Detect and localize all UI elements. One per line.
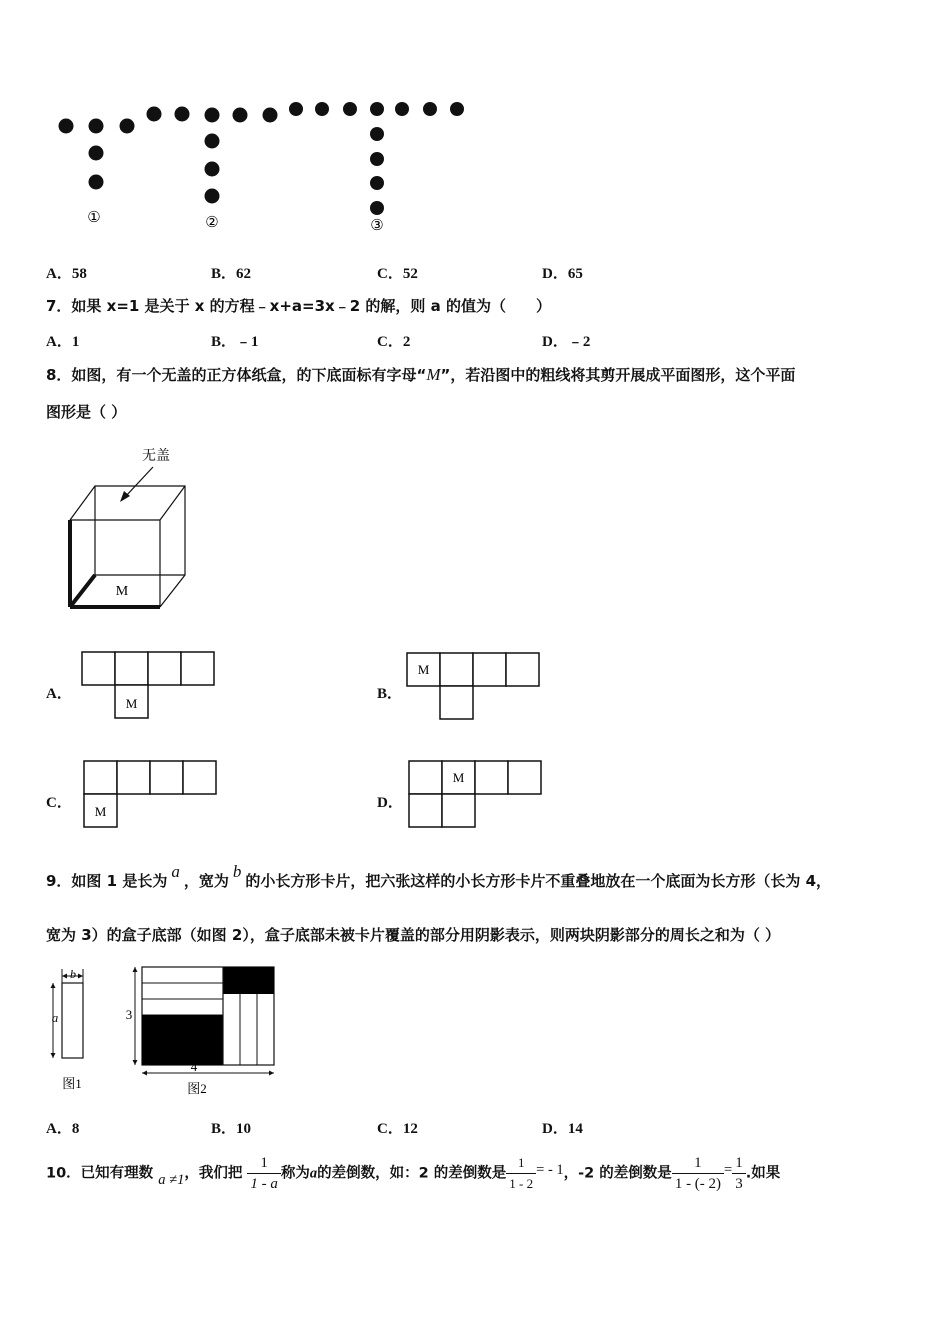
- dot: [205, 162, 220, 177]
- net-c-figure[interactable]: [83, 760, 219, 830]
- q7-option-a[interactable]: A．1: [46, 334, 80, 350]
- open-cube-figure: [60, 440, 200, 615]
- q9-option-b[interactable]: B．10: [211, 1121, 252, 1137]
- net-letter: M: [452, 770, 465, 785]
- figure-label-2: ②: [205, 215, 219, 231]
- dim-3: 3: [125, 1007, 133, 1022]
- net-d-figure[interactable]: [408, 760, 544, 830]
- q8-question-line2: 图形是（ ）: [46, 403, 127, 421]
- dot-pattern-figure: [50, 95, 480, 240]
- shaded-region-right: [223, 967, 274, 994]
- dot: [89, 119, 104, 134]
- q8-option-c[interactable]: C．: [46, 795, 72, 811]
- dot: [370, 127, 384, 141]
- q6-option-b[interactable]: B．62: [211, 266, 252, 282]
- dim-a: a: [51, 1010, 59, 1025]
- dot: [89, 146, 104, 161]
- dot: [233, 108, 248, 123]
- q6-option-c[interactable]: C．52: [377, 266, 418, 282]
- letter-m: M: [426, 365, 441, 384]
- q7-option-c[interactable]: C．2: [377, 334, 411, 350]
- q9-question-text: 9．如图 1 是长为 a ，宽为 b 的小长方形卡片，把六张这样的小长方形卡片不重叠地放在一个底面为长方形（长为 4，: [46, 862, 832, 890]
- net-b-figure[interactable]: [406, 652, 542, 722]
- no-lid-label: 无盖: [142, 449, 170, 464]
- net-letter: M: [125, 696, 138, 711]
- figure-1-card: [46, 965, 106, 1095]
- net-letter: M: [417, 662, 430, 677]
- dot: [370, 201, 384, 215]
- bottom-face-label: M: [115, 584, 129, 599]
- dot: [175, 107, 190, 122]
- dot: [343, 102, 357, 116]
- q10-question-text: 10．已知有理数 a ≠1，我们把 $\frac{1}{1 - a}$ 称为a的差倒数，如：2 的差倒数是 $\frac{1}{1 - 2}$ = - 1，-2 的差倒数是 $\frac{1}{1 - (- 2)}$ = $\frac{1}{3}$ .如果: [46, 1155, 781, 1192]
- q8-option-a[interactable]: A．: [46, 686, 72, 702]
- net-letter: M: [94, 804, 107, 819]
- fig2-label: 图2: [187, 1081, 207, 1096]
- q7-option-b[interactable]: B．﹣1: [211, 334, 259, 350]
- dot: [89, 175, 104, 190]
- fraction-reciprocal-difference: $\frac{1}{1 - a}$: [247, 1153, 281, 1194]
- fraction-one-third: $\frac{1}{3}$: [732, 1153, 746, 1194]
- dot: [395, 102, 409, 116]
- figure-label-1: ①: [87, 210, 101, 226]
- q9-question-line2: 宽为 3）的盒子底部（如图 2），盒子底部未被卡片覆盖的部分用阴影表示，则两块阴影部分的周长之和为（ ）: [46, 926, 781, 944]
- dot: [370, 176, 384, 190]
- dot: [315, 102, 329, 116]
- dot: [370, 102, 384, 116]
- fraction-example-neg2: $\frac{1}{1 - (- 2)}$: [672, 1153, 724, 1194]
- dot: [450, 102, 464, 116]
- q8-option-d[interactable]: D．: [377, 795, 403, 811]
- q7-question-text: 7．如果 x=1 是关于 x 的方程﹣x+a=3x﹣2 的解，则 a 的值为（ ）: [46, 297, 551, 315]
- dim-4: 4: [190, 1059, 198, 1074]
- q9-option-c[interactable]: C．12: [377, 1121, 418, 1137]
- dot: [205, 134, 220, 149]
- dot: [263, 108, 278, 123]
- dim-b: b: [70, 967, 76, 981]
- q8-question-text: 8．如图，有一个无盖的正方体纸盒，的下底面标有字母“M”，若沿图中的粗线将其剪开展成平面图形，这个平面: [46, 365, 796, 384]
- fig1-label: 图1: [62, 1076, 82, 1091]
- dot: [205, 108, 220, 123]
- dot: [370, 152, 384, 166]
- var-a: a: [171, 862, 180, 881]
- dot: [147, 107, 162, 122]
- fraction-example-2: $\frac{1}{1 - 2}$: [506, 1153, 536, 1194]
- shaded-region-left: [142, 1015, 223, 1065]
- dot: [423, 102, 437, 116]
- q6-option-d[interactable]: D．65: [542, 266, 583, 282]
- dot: [120, 119, 135, 134]
- dot: [289, 102, 303, 116]
- q6-option-a[interactable]: A．58: [46, 266, 87, 282]
- q9-option-a[interactable]: A．8: [46, 1121, 80, 1137]
- q9-option-d[interactable]: D．14: [542, 1121, 583, 1137]
- dot: [59, 119, 74, 134]
- q8-option-b[interactable]: B．: [377, 686, 403, 702]
- net-a-figure[interactable]: [81, 651, 217, 721]
- var-b: b: [232, 862, 242, 881]
- figure-label-3: ③: [370, 218, 384, 234]
- q7-option-d[interactable]: D．﹣2: [542, 334, 591, 350]
- var-a: a: [309, 1165, 318, 1182]
- dot: [205, 189, 220, 204]
- condition: a ≠1: [158, 1171, 185, 1188]
- figure-2-box: [122, 963, 282, 1098]
